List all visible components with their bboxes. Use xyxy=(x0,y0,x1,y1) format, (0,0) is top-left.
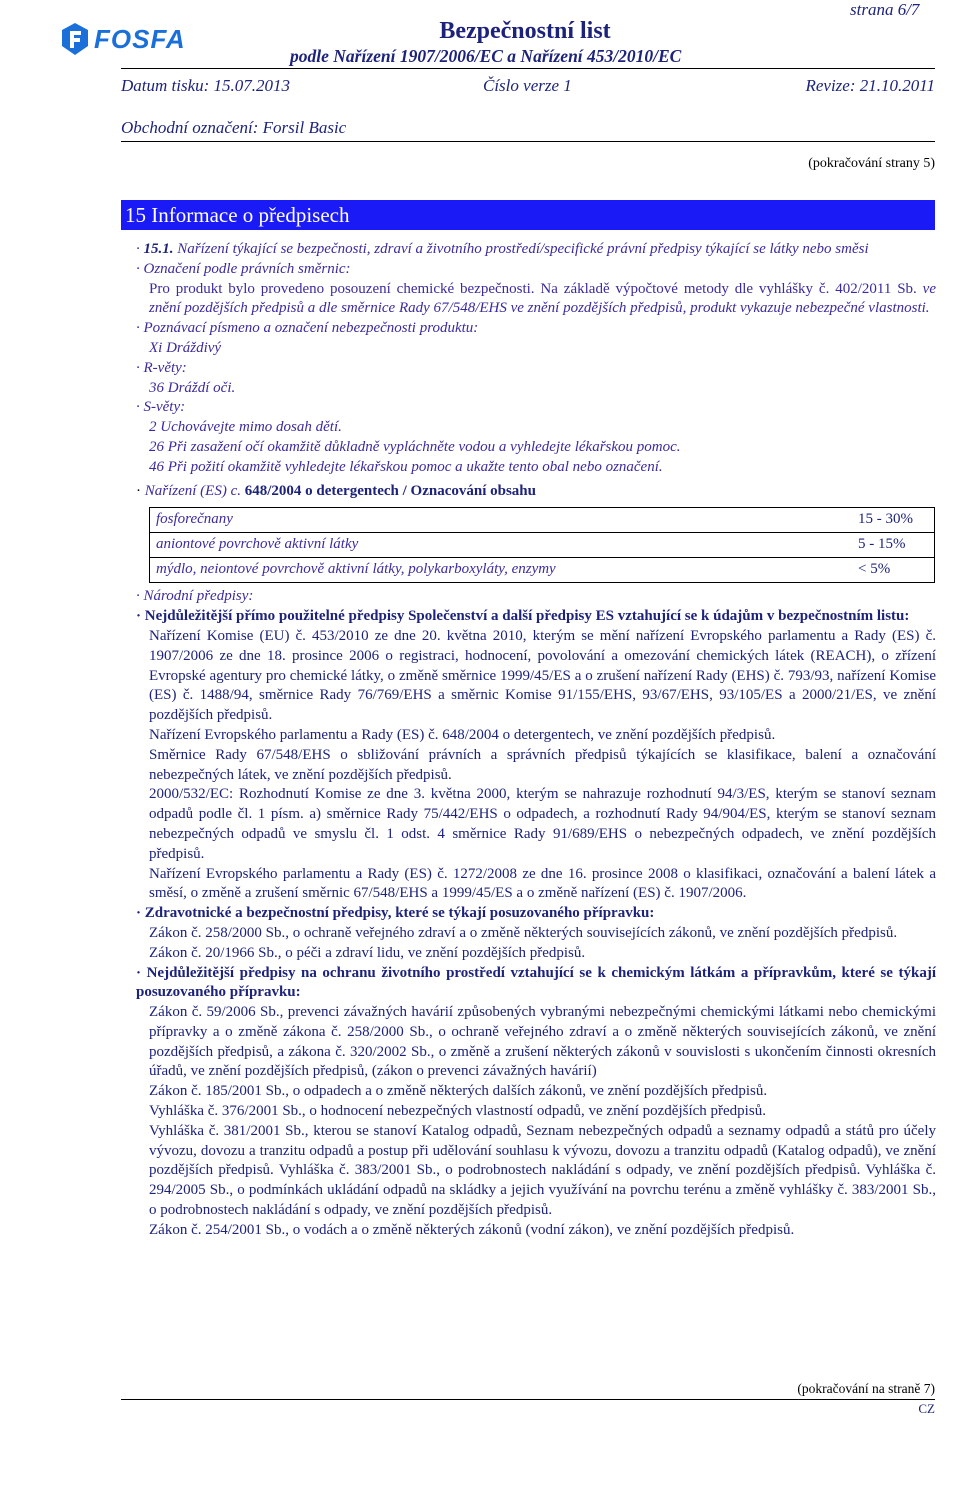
document-subtitle: podle Nařízení 1907/2006/EC a Nařízení 453/2010/EC xyxy=(290,46,682,66)
print-date: Datum tisku: 15.07.2013 xyxy=(121,76,291,95)
detergent-label-b: 648/2004 o detergentech / Oznacování obsahu xyxy=(244,482,536,499)
classification-text-a: Pro produkt bylo provedeno posouzení chemické bezpečnosti. Na základě výpočtové metody dle vyhlášky č. 402/2011 Sb. xyxy=(149,280,917,297)
page-number: strana 6/7 xyxy=(850,0,920,19)
s-phrase: 2 Uchovávejte mimo dosah dětí. xyxy=(149,419,342,436)
label-hazard-code: · Poznávací písmeno a označení nebezpečnosti produktu: xyxy=(136,319,936,339)
trade-name: Obchodní označení: Forsil Basic xyxy=(121,118,347,137)
footer-divider xyxy=(121,1399,935,1400)
environment-regulation: Zákon č. 185/2001 Sb., o odpadech a o změně některých dalších zákonů, ve znění pozdějších předpisů. xyxy=(149,1083,768,1100)
table-row xyxy=(150,558,935,583)
table-row xyxy=(150,508,935,533)
header-divider xyxy=(121,68,935,69)
language-code: CZ xyxy=(918,1401,935,1416)
s-phrase: 46 Při požití okamžitě vyhledejte lékařskou pomoc a ukažte tento obal nebo označení. xyxy=(149,458,663,475)
meta-divider xyxy=(121,141,935,142)
table-cell-value: 15 - 30% xyxy=(852,508,935,533)
health-regulation: Zákon č. 20/1966 Sb., o péči a zdraví lidu, ve znění pozdějších předpisů. xyxy=(149,944,586,961)
table-cell-value: < 5% xyxy=(852,558,935,583)
label-health-safety: · Zdravotnické a bezpečnostní předpisy, které se týkají posuzovaného přípravku: xyxy=(136,904,936,924)
revision-date: Revize: 21.10.2011 xyxy=(805,76,935,95)
label-r-phrases: · R-věty: xyxy=(136,359,936,379)
label-national-regulations: · Národní předpisy: xyxy=(136,587,936,607)
classification-text xyxy=(136,280,936,320)
health-regulation: Zákon č. 258/2000 Sb., o ochraně veřejného zdraví a o změně některých souvisejících zákonů, ve znění pozdějších předpisů. xyxy=(149,924,898,941)
environment-regulation: Zákon č. 254/2001 Sb., o vodách a o změně některých zákonů (vodní zákon), ve znění pozdějších předpisů. xyxy=(149,1221,795,1238)
continued-from-note: (pokračování strany 5) xyxy=(808,156,935,171)
heading-15-1 xyxy=(136,240,936,260)
detergent-composition-table xyxy=(149,507,935,583)
logo-wordmark: FOSFA xyxy=(94,23,186,54)
document-title xyxy=(0,18,960,45)
detergent-label-a: Nařízení (ES) c. xyxy=(144,482,241,499)
table-row xyxy=(150,533,935,558)
environment-regulation: Vyhláška č. 376/2001 Sb., o hodnocení nebezpečných vlastností odpadů, ve znění pozdějších předpisů. xyxy=(149,1103,766,1120)
heading-text: Nařízení týkající se bezpečnosti, zdraví a životního prostředí/specifické právní předpisy týkající se látky nebo směsi xyxy=(177,241,869,257)
table-cell-name: mýdlo, neiontové povrchově aktivní látky, polykarboxyláty, enzymy xyxy=(150,558,853,583)
label-classification: · Označení podle právních směrnic: xyxy=(136,260,936,280)
s-phrase: 26 Při zasažení očí okamžitě důkladně vypláchněte vodou a vyhledejte lékařskou pomoc. xyxy=(149,438,681,455)
eu-regulation: Nařízení Evropského parlamentu a Rady (ES) č. 1272/2008 ze dne 16. prosince 2008 o klasifikaci, označování a balení látek a směsí, o změně a zrušení směrnic 67/548/EHS a 1999/45/ES a o změně nařízení (ES) č. 1907/2006. xyxy=(149,865,936,902)
eu-regulation: Nařízení Komise (EU) č. 453/2010 ze dne 20. května 2010, kterým se mění nařízení Evropského parlamentu a Rady (ES) č. 1907/2006 ze dne 18. prosince 2006 o registraci, hodnocení, povolování a omezování chemických látek (REACH), o zřízení Evropské agentury pro chemické látky, o změně směrnice 1999/45/ES a o zrušení nařízení Rady (EHS) č. 793/93, nařízení Komise (ES) č. 1488/94, směrnice Rady 76/769/EHS a směrnic Komise 91/155/EHS, 93/67/EHS, 93/105/ES a 2000/21/ES, ve znění pozdějších předpisů. xyxy=(149,627,936,724)
section-content xyxy=(136,240,936,1241)
environment-regulation: Zákon č. 59/2006 Sb., prevenci závažných havárií způsobených vybranými nebezpečnými chemickými látkami nebo chemickými přípravky a o změně zákona č. 258/2000 Sb., o ochraně veřejného zdraví a o změně některých souvisejících zákonů, ve znění pozdějších předpisů, a zákona č. 320/2002 Sb., o změně a zrušení některých zákonů v souvislosti s ukončením činnosti okresních úřadů, ve znění pozdějších předpisů, (zákon o prevenci závažných havárií) xyxy=(149,1004,936,1080)
label-environment: · Nejdůležitější předpisy na ochranu životního prostředí vztahující se k chemickým látkám a přípravkům, které se týkají posuzovaného přípravku: xyxy=(136,964,936,1004)
environment-regulation: Vyhláška č. 381/2001 Sb., kterou se stanoví Katalog odpadů, Seznam nebezpečných odpadů a seznamy odpadů a států pro účely vývozu, dovozu a tranzitu odpadů a postup při udělování souhlasu k vývozu, dovozu a tranzitu odpadů (Katalog odpadů), ve znění pozdějších předpisů. Vyhláška č. 383/2001 Sb., o podrobnostech nakládání s odpady, ve znění pozdějších předpisů. Vyhláška č. 294/2005 Sb., o podmínkách ukládání odpadů na skládky a jejich využívání na povrchu terénu a změně vyhlášky č. 383/2001 Sb., o podrobnostech nakládání s odpady, ve znění pozdějších předpisů. xyxy=(149,1122,936,1219)
table-cell-name: aniontové povrchově aktivní látky xyxy=(150,533,853,558)
heading-number: 15.1. xyxy=(143,241,174,257)
eu-regulation: Směrnice Rady 67/548/EHS o sbližování právních a správních předpisů týkajících se klasifikace, balení a označování nebezpečných látek, ve znění pozdějších předpisů. xyxy=(149,746,936,783)
classification-text-b: ve znění pozdějších předpisů a dle směrnice Rady 67/548/EHS ve znění pozdějších předpisů, produkt vykazuje nebezpečné vlastnosti. xyxy=(149,280,936,317)
table-cell-name: fosforečnany xyxy=(150,508,853,533)
version-number: Číslo verze 1 xyxy=(483,76,572,95)
table-cell-value: 5 - 15% xyxy=(852,533,935,558)
document-title-text: Bezpečnostní list xyxy=(439,18,611,44)
label-s-phrases: · S-věty: xyxy=(136,398,936,418)
label-important-eu: · Nejdůležitější přímo použitelné předpisy Společenství a další předpisy ES vztahující se k údajům v bezpečnostním listu: xyxy=(136,607,936,627)
r-phrase: 36 Dráždí oči. xyxy=(149,379,236,396)
eu-regulation: 2000/532/EC: Rozhodnutí Komise ze dne 3. května 2000, kterým se nahrazuje rozhodnutí 94/3/ES, kterým se stanoví seznam odpadů podle čl. 1 písm. a) směrnice Rady 75/442/EHS o odpadech, a rozhodnutí Rady 94/904/ES, kterým se stanoví seznam nebezpečných odpadů ve smyslu čl. 1 odst. 4 směrnice Rady 91/689/EHS o nebezpečných odpadech, ve znění pozdějších předpisů. xyxy=(149,786,936,862)
continued-to-note: (pokračování na straně 7) xyxy=(797,1381,935,1396)
label-detergent-regulation xyxy=(136,482,936,502)
hazard-code: Xi Dráždivý xyxy=(149,339,222,356)
eu-regulation: Nařízení Evropského parlamentu a Rady (ES) č. 648/2004 o detergentech, ve znění pozdějších předpisů. xyxy=(149,726,776,743)
section-heading: 15 Informace o předpisech xyxy=(121,200,935,230)
